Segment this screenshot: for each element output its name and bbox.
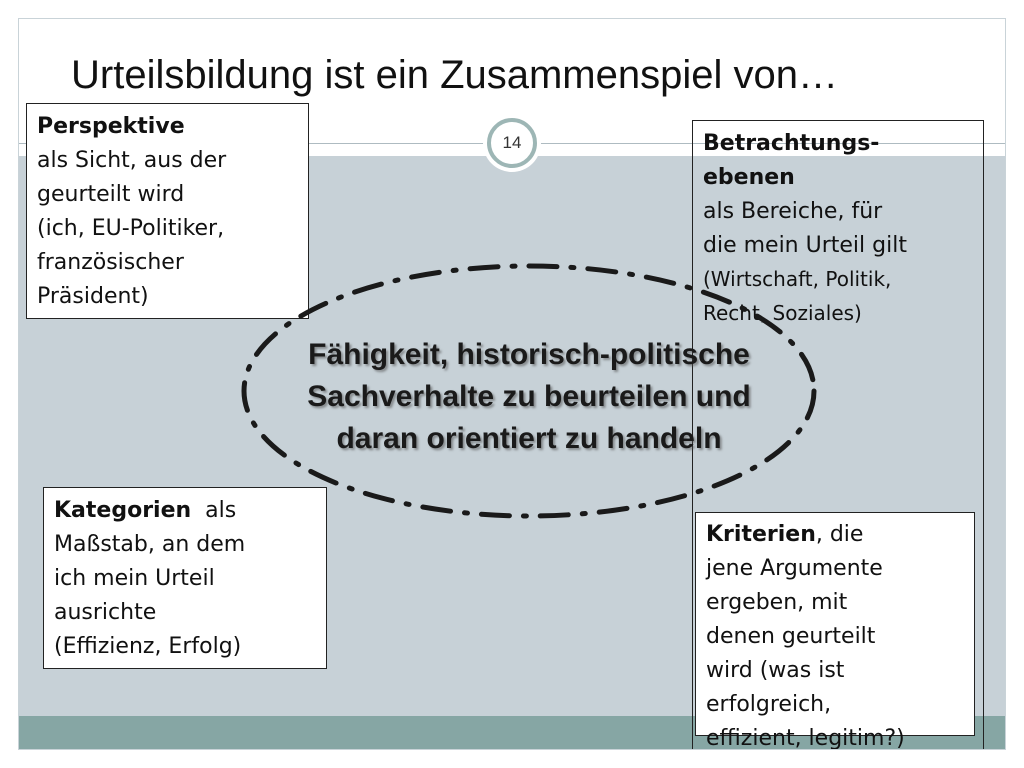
kriterien-line: erfolgreich,	[706, 692, 832, 717]
kategorien-line: ich mein Urteil	[54, 566, 215, 591]
kriterien-line: denen geurteilt	[706, 624, 876, 649]
central-statement-line: Fähigkeit, historisch-politische	[308, 338, 750, 371]
betrachtungsebenen-heading-1: Betrachtungs-	[703, 131, 880, 156]
kategorien-line: (Effizienz, Erfolg)	[54, 634, 242, 659]
kategorien-line: ausrichte	[54, 600, 157, 625]
perspektive-line: französischer	[37, 250, 184, 275]
slide	[18, 18, 1006, 750]
slide-number-badge: 14	[487, 118, 537, 168]
kriterien-heading-suffix: , die	[815, 522, 864, 547]
kriterien-line: wird (was ist	[706, 658, 845, 683]
kategorien-line: Maßstab, an dem	[54, 532, 246, 557]
perspektive-line: Präsident)	[37, 284, 149, 309]
betrachtungsebenen-heading-2: ebenen	[703, 165, 795, 190]
betrachtungsebenen-line: als Bereiche, für	[703, 199, 883, 224]
central-statement	[247, 334, 811, 460]
slide-title: Urteilsbildung ist ein Zusammenspiel von…	[71, 53, 838, 97]
kategorien-heading-suffix: als	[191, 498, 237, 523]
kriterien-line: jene Argumente	[706, 556, 883, 581]
betrachtungsebenen-example-line: Recht, Soziales)	[703, 301, 862, 325]
central-statement-line: Sachverhalte zu beurteilen und	[307, 380, 751, 413]
kriterien-box	[695, 512, 975, 750]
central-statement-line: daran orientiert zu handeln	[336, 422, 722, 455]
kriterien-line: effizient, legitim?)	[706, 726, 905, 750]
kriterien-heading: Kriterien	[706, 522, 816, 547]
betrachtungsebenen-example-line: (Wirtschaft, Politik,	[703, 267, 892, 291]
betrachtungsebenen-line: die mein Urteil gilt	[703, 233, 907, 258]
kategorien-heading: Kategorien	[54, 498, 192, 523]
perspektive-line: geurteilt wird	[37, 182, 185, 207]
kriterien-line: ergeben, mit	[706, 590, 848, 615]
perspektive-line: (ich, EU-Politiker,	[37, 216, 225, 241]
perspektive-heading: Perspektive	[37, 114, 185, 139]
perspektive-line: als Sicht, aus der	[37, 148, 227, 173]
